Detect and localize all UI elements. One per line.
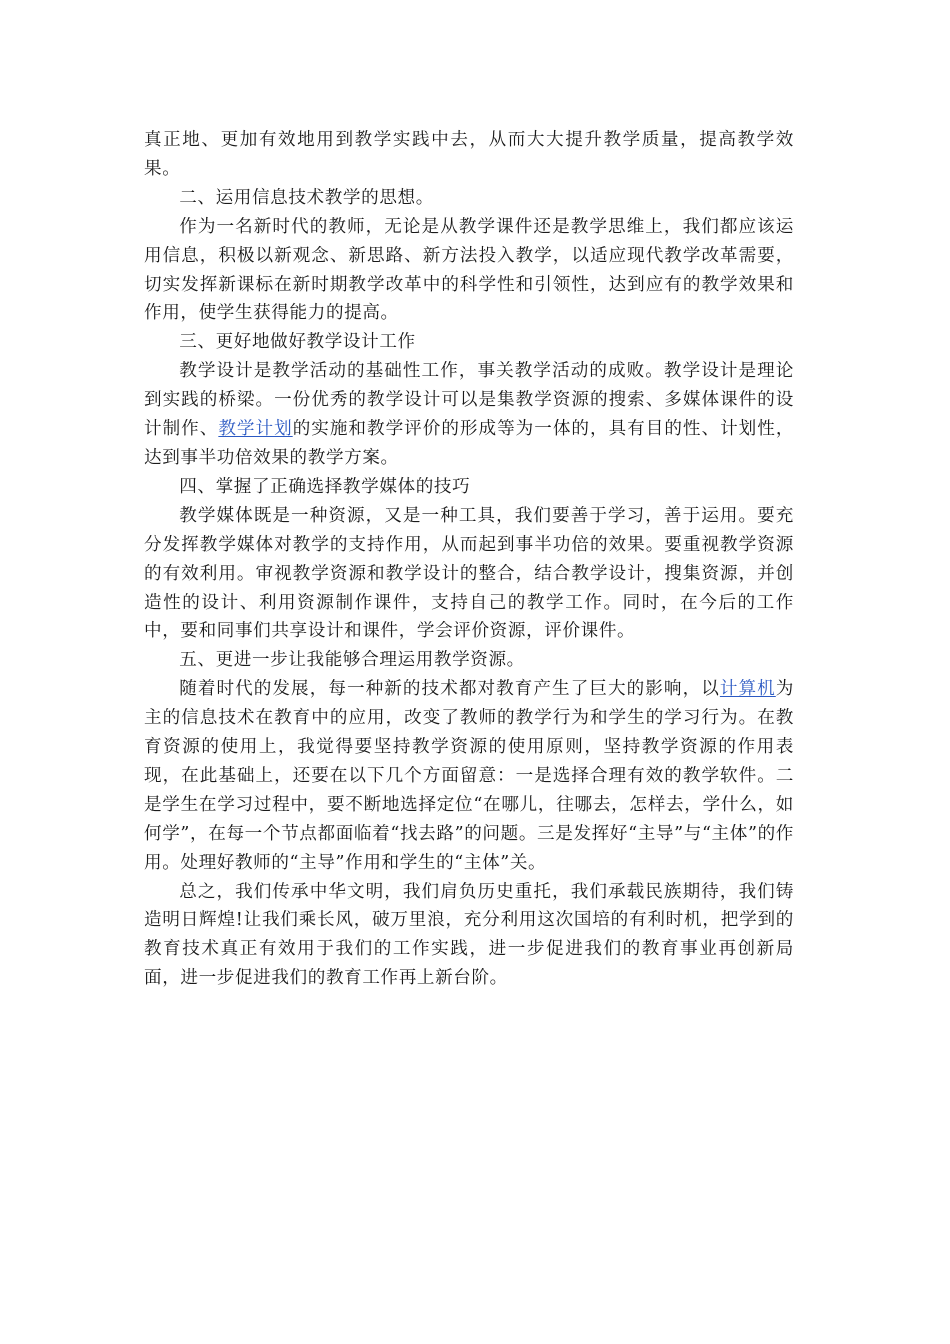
section-heading-4 <box>144 473 794 502</box>
heading-text: 三、更好地做好教学设计工作 <box>179 332 416 353</box>
paragraph-text: 总之，我们传承中华文明，我们肩负历史重托，我们承载民族期待，我们铸造明日辉煌!让我们乘长风，破万里浪，充分利用这次国培的有利时机，把学到的教育技术真正有效用于我们的工作实践，进一步促进我们的教育事业再创新局面，进一步促进我们的教育工作再上新台阶。 <box>144 881 794 989</box>
paragraph-text: 作为一名新时代的教师，无论是从教学课件还是教学思维上，我们都应该运用信息，积极以新观念、新思路、新方法投入教学，以适应现代教学改革需要，切实发挥新课标在新时期教学改革中的科学性和引领性，达到应有的教学效果和作用，使学生获得能力的提高。 <box>144 216 794 324</box>
paragraph-teaching-resources <box>144 675 794 877</box>
heading-text: 五、更进一步让我能够合理运用教学资源。 <box>179 650 525 671</box>
paragraph-text: 真正地、更加有效地用到教学实践中去，从而大大提升教学质量，提高教学效果。 <box>144 130 794 179</box>
section-heading-3 <box>144 328 794 357</box>
heading-text: 二、运用信息技术教学的思想。 <box>179 187 434 208</box>
paragraph-text: 的实施和教学评价的形成等为一体的，具有目的性、计划性，达到事半功倍效果的教学方案。 <box>144 419 795 468</box>
link-teaching-plan[interactable]: 教学计划 <box>218 419 293 440</box>
paragraph-text: 教学媒体既是一种资源，又是一种工具，我们要善于学习，善于运用。要充分发挥教学媒体对教学的支持作用，从而起到事半功倍的效果。要重视教学资源的有效利用。审视教学资源和教学设计的整合，结合教学设计，搜集资源，并创造性的设计、利用资源制作课件，支持自己的教学工作。同时，在今后的工作中，要和同事们共享设计和课件，学会评价资源，评价课件。 <box>144 505 794 642</box>
paragraph-text: 为主的信息技术在教育中的应用，改变了教师的教学行为和学生的学习行为。在教育资源的使用上，我觉得要坚持教学资源的使用原则，坚持教学资源的作用表现，在此基础上，还要在以下几个方面留意：一是选择合理有效的教学软件。二是学生在学习过程中，要不断地选择定位“在哪儿，往哪去，怎样去，学什么，如何学”，在每一个节点都面临着“找去路”的问题。三是发挥好“主导”与“主体”的作用。处理好教师的“主导”作用和学生的“主体”关。 <box>144 679 794 873</box>
link-computer[interactable]: 计算机 <box>719 679 776 700</box>
paragraph-teaching-design <box>144 357 794 473</box>
heading-text: 四、掌握了正确选择教学媒体的技巧 <box>179 476 471 497</box>
document-body <box>144 126 794 993</box>
paragraph-teaching-media <box>144 502 794 647</box>
paragraph-text: 教学设计是教学活动的基础性工作，事关教学活动的成败。教学设计是理论到实践的桥梁。一份优秀的教学设计可以是集教学资源的搜索、多媒体课件的设计制作、 <box>144 361 794 440</box>
paragraph-text: 随着时代的发展，每一种新的技术都对教育产生了巨大的影响，以 <box>179 679 720 700</box>
paragraph-continuation <box>144 126 794 184</box>
paragraph-conclusion <box>144 878 794 994</box>
section-heading-2 <box>144 184 794 213</box>
section-heading-5 <box>144 646 794 675</box>
paragraph-info-tech-thinking <box>144 213 794 329</box>
